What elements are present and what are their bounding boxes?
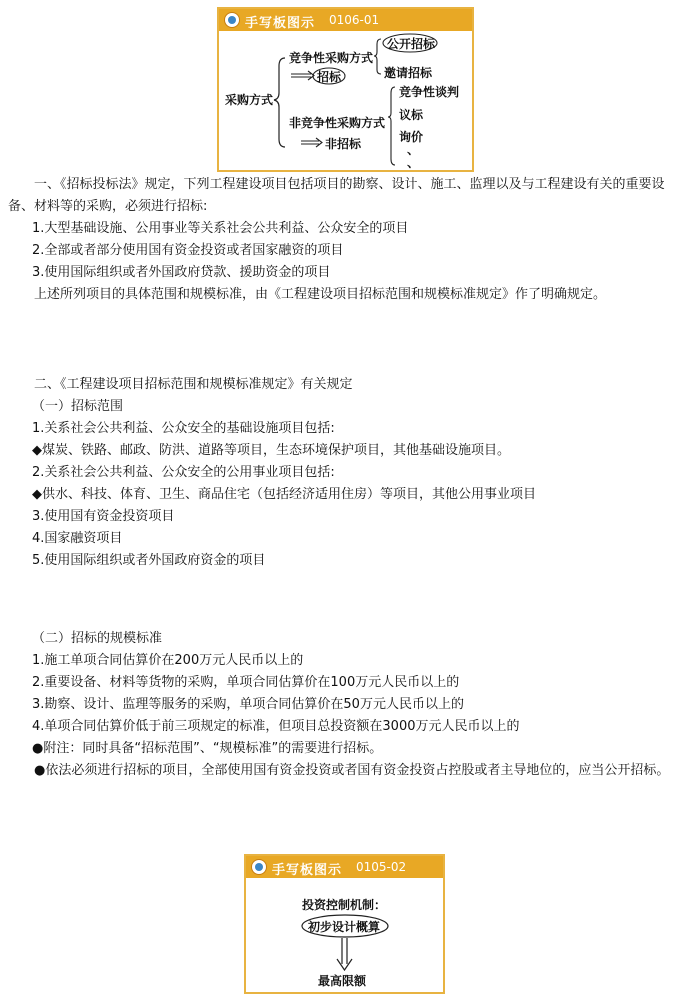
clipped-header-remnant xyxy=(215,0,470,6)
non-tender-label: 非招标 xyxy=(325,137,362,151)
scope-item: 4.国家融资项目 xyxy=(32,531,123,546)
inquiry-label: 询价 xyxy=(399,130,424,144)
section-1-item: 1.大型基础设施、公用事业等关系社会公共利益、公众安全的项目 xyxy=(32,221,409,236)
board-logo-icon xyxy=(251,859,267,875)
scope-item: ◆供水、科技、体育、卫生、商品住宅（包括经济适用住房）等项目，其他公用事业项目 xyxy=(32,487,536,502)
section-1-intro: 一、《招标投标法》规定，下列工程建设项目包括项目的勘察、设计、施工、监理以及与工程建设有关的重要设备、材料等的采购，必须进行招标: xyxy=(8,177,665,214)
scale-heading: （二）招标的规模标准 xyxy=(32,631,163,646)
section-2-scale xyxy=(8,628,676,782)
preliminary-budget-label: 初步设计概算 xyxy=(308,920,381,934)
negotiation-label: 竞争性谈判 xyxy=(399,85,460,99)
scope-item: 1.关系社会公共利益、公众安全的基础设施项目包括: xyxy=(32,421,335,436)
scope-item: 3.使用国有资金投资项目 xyxy=(32,509,175,524)
board-title: 手写板图示 xyxy=(272,863,343,878)
board-header xyxy=(246,856,443,878)
scale-item: 4.单项合同估算价低于前三项规定的标准，但项目总投资额在3000万元人民币以上的 xyxy=(32,719,520,734)
board-header xyxy=(219,9,472,31)
root-label: 采购方式 xyxy=(225,93,274,107)
board-code: 0105-02 xyxy=(356,860,407,874)
max-limit-label: 最高限额 xyxy=(318,974,367,988)
noncompetitive-brace xyxy=(388,87,395,165)
control-mechanism-label: 投资控制机制： xyxy=(302,898,387,912)
board-title: 手写板图示 xyxy=(245,16,316,31)
scale-item: ●附注：同时具备“招标范围”、“规模标准”的需要进行招标。 xyxy=(32,741,383,756)
scope-item: ◆煤炭、铁路、邮政、防洪、道路等项目，生态环境保护项目，其他基础设施项目。 xyxy=(32,443,510,458)
scope-item: 5.使用国际组织或者外国政府资金的项目 xyxy=(32,553,266,568)
noncompetitive-label: 非竞争性采购方式 xyxy=(289,116,386,130)
section-1-note: 上述所列项目的具体范围和规模标准，由《工程建设项目招标范围和规模标准规定》作了明确规定。 xyxy=(34,287,607,302)
section-1-item: 2.全部或者部分使用国有资金投资或者国家融资的项目 xyxy=(32,243,344,258)
section-2-heading: 二、《工程建设项目招标范围和规模标准规定》有关规定 xyxy=(34,377,353,392)
dots-label-1: 、 xyxy=(407,143,420,157)
handwriting-board-2 xyxy=(244,854,445,994)
scale-item: ●依法必须进行招标的项目，全部使用国有资金投资或者国有资金投资占控股或者主导地位的，应当公开招标。 xyxy=(34,763,670,778)
tender-brace xyxy=(374,39,381,74)
root-brace xyxy=(274,58,285,147)
handwriting-board-1 xyxy=(217,7,474,172)
section-1 xyxy=(8,174,676,306)
arrow-competitive xyxy=(291,71,314,80)
board-logo-icon xyxy=(224,12,240,28)
arrow-noncompetitive xyxy=(301,138,322,147)
section-2 xyxy=(8,374,676,572)
scope-item: 2.关系社会公共利益、公众安全的公用事业项目包括: xyxy=(32,465,335,480)
section-1-item: 3.使用国际组织或者外国政府贷款、援助资金的项目 xyxy=(32,265,331,280)
down-arrow-icon xyxy=(337,938,352,970)
scale-item: 2.重要设备、材料等货物的采购，单项合同估算价在100万元人民币以上的 xyxy=(32,675,460,690)
scale-item: 1.施工单项合同估算价在200万元人民币以上的 xyxy=(32,653,304,668)
competitive-label: 竞争性采购方式 xyxy=(289,51,374,65)
zhaobiao-label: 招标 xyxy=(317,70,342,84)
bargaining-label: 议标 xyxy=(399,108,424,122)
scale-item: 3.勘察、设计、监理等服务的采购，单项合同估算价在50万元人民币以上的 xyxy=(32,697,464,712)
invite-tender-label: 邀请招标 xyxy=(384,66,433,80)
scope-heading: （一）招标范围 xyxy=(32,399,124,414)
board-code: 0106-01 xyxy=(329,13,380,27)
dots-label-2: 、 xyxy=(407,156,420,170)
open-tender-label: 公开招标 xyxy=(387,37,436,51)
